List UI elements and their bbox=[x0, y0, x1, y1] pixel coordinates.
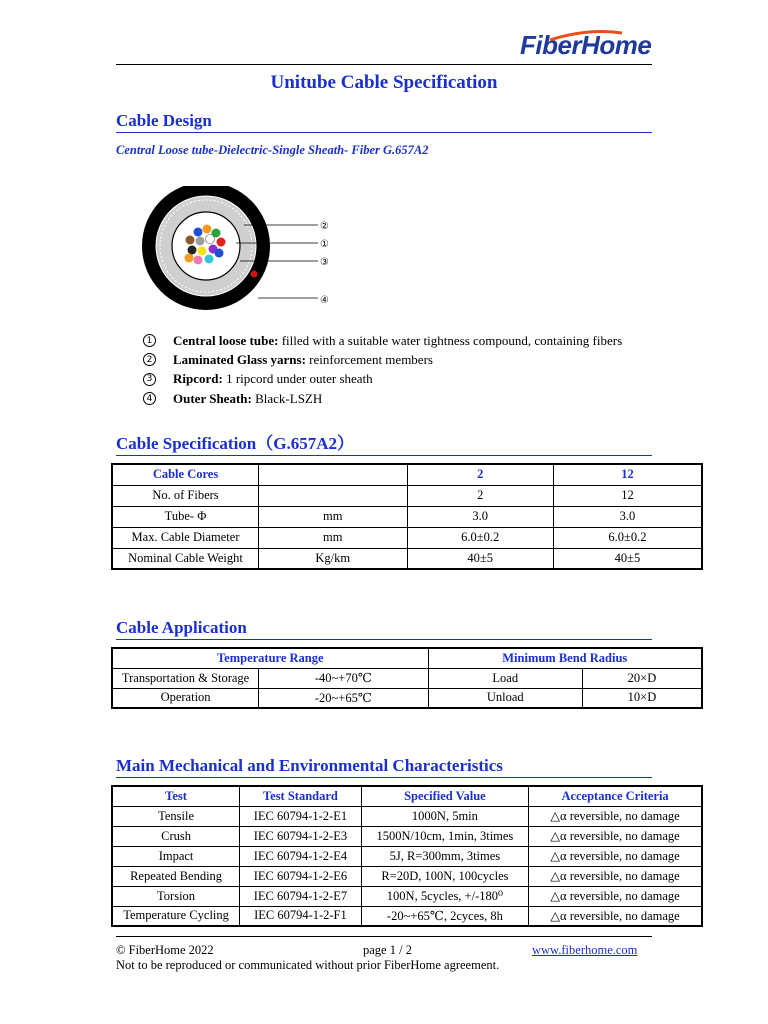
table-cell: IEC 60794-1-2-E3 bbox=[240, 826, 362, 846]
table-cell bbox=[259, 485, 407, 506]
logo-swoosh-icon bbox=[548, 30, 624, 42]
legend-name: Central loose tube: bbox=[173, 332, 279, 348]
table-row bbox=[112, 527, 702, 548]
legend-number: 2 bbox=[143, 353, 156, 366]
table-row bbox=[112, 826, 702, 846]
legend-name: Ripcord: bbox=[173, 371, 223, 387]
cable-spec-table bbox=[111, 463, 703, 570]
table-cell: 1500N/10cm, 1min, 3times bbox=[361, 826, 528, 846]
table-cell: IEC 60794-1-2-F1 bbox=[240, 906, 362, 926]
legend-number: 3 bbox=[143, 373, 156, 386]
table-cell: △α reversible, no damage bbox=[529, 886, 702, 906]
document-title: Unitube Cable Specification bbox=[270, 72, 498, 93]
table-cell: 2 bbox=[407, 485, 553, 506]
table-cell: 6.0±0.2 bbox=[407, 527, 553, 548]
table-header-cell: Test Standard bbox=[240, 786, 362, 806]
table-row bbox=[112, 485, 702, 506]
fiberhome-logo: FiberHome bbox=[520, 30, 652, 60]
table-cell: Repeated Bending bbox=[112, 866, 240, 886]
table-cell: △α reversible, no damage bbox=[529, 866, 702, 886]
legend-item bbox=[140, 389, 622, 408]
table-cell: IEC 60794-1-2-E6 bbox=[240, 866, 362, 886]
table-row bbox=[112, 688, 702, 708]
table-cell: Nominal Cable Weight bbox=[112, 548, 259, 569]
table-cell: △α reversible, no damage bbox=[529, 806, 702, 826]
section-cable-application: Cable Application bbox=[116, 618, 652, 640]
legend-desc: filled with a suitable water tightness compound, containing fibers bbox=[278, 332, 623, 348]
table-cell: 1000N, 5min bbox=[361, 806, 528, 826]
table-cell: Max. Cable Diameter bbox=[112, 527, 259, 548]
table-row bbox=[112, 886, 702, 906]
footer-copyright: © FiberHome 2022 bbox=[116, 943, 214, 957]
table-header-cell: 12 bbox=[553, 464, 702, 485]
table-cell: 20×D bbox=[582, 668, 702, 688]
table-cell: △α reversible, no damage bbox=[529, 826, 702, 846]
table-cell: 12 bbox=[553, 485, 702, 506]
table-row bbox=[112, 866, 702, 886]
table-cell: Tube- Φ bbox=[112, 506, 259, 527]
table-cell: IEC 60794-1-2-E1 bbox=[240, 806, 362, 826]
table-header-cell: Cable Cores bbox=[112, 464, 259, 485]
legend-desc: 1 ripcord under outer sheath bbox=[222, 371, 373, 387]
footer-rule bbox=[116, 936, 652, 937]
mechanical-characteristics-table bbox=[111, 785, 703, 927]
table-cell: Kg/km bbox=[259, 548, 407, 569]
table-cell: No. of Fibers bbox=[112, 485, 259, 506]
table-header-row bbox=[112, 464, 702, 485]
callout-1: ① bbox=[320, 239, 329, 250]
legend-name: Outer Sheath: bbox=[173, 390, 252, 406]
legend-item bbox=[140, 370, 622, 389]
cable-cross-section-diagram bbox=[128, 186, 348, 312]
table-cell: Operation bbox=[112, 688, 259, 708]
table-cell: -20~+65℃, 2cyces, 8h bbox=[361, 906, 528, 926]
table-row bbox=[112, 846, 702, 866]
table-row bbox=[112, 906, 702, 926]
footer-notice: Not to be reproduced or communicated without prior FiberHome agreement. bbox=[116, 958, 500, 972]
table-cell: mm bbox=[259, 527, 407, 548]
legend-number: 1 bbox=[143, 334, 156, 347]
table-cell: Unload bbox=[428, 688, 582, 708]
header-rule bbox=[116, 64, 652, 65]
cable-design-legend bbox=[140, 331, 622, 408]
legend-desc: Black-LSZH bbox=[251, 390, 323, 406]
callout-4: ④ bbox=[320, 295, 329, 306]
callout-2: ② bbox=[320, 221, 329, 232]
table-cell: Transportation & Storage bbox=[112, 668, 259, 688]
table-cell: IEC 60794-1-2-E4 bbox=[240, 846, 362, 866]
table-cell: 3.0 bbox=[407, 506, 553, 527]
table-header-cell: Temperature Range bbox=[112, 648, 428, 668]
table-cell: Crush bbox=[112, 826, 240, 846]
table-header-row bbox=[112, 786, 702, 806]
footer-page-number: page 1 / 2 bbox=[363, 943, 412, 957]
table-cell: mm bbox=[259, 506, 407, 527]
table-header-cell: Acceptance Criteria bbox=[529, 786, 702, 806]
table-cell: 100N, 5cycles, +/-180⁰ bbox=[361, 886, 528, 906]
table-row bbox=[112, 668, 702, 688]
table-cell: -40~+70℃ bbox=[259, 668, 428, 688]
table-header-row bbox=[112, 648, 702, 668]
table-header-cell: Test bbox=[112, 786, 240, 806]
table-cell: IEC 60794-1-2-E7 bbox=[240, 886, 362, 906]
legend-item bbox=[140, 350, 622, 369]
legend-item bbox=[140, 331, 622, 350]
table-cell: 6.0±0.2 bbox=[553, 527, 702, 548]
table-cell: 3.0 bbox=[553, 506, 702, 527]
ripcord bbox=[251, 271, 258, 278]
table-header-cell bbox=[259, 464, 407, 485]
legend-name: Laminated Glass yarns: bbox=[173, 351, 306, 367]
table-row bbox=[112, 806, 702, 826]
table-cell: Temperature Cycling bbox=[112, 906, 240, 926]
table-cell: R=20D, 100N, 100cycles bbox=[361, 866, 528, 886]
table-header-cell: Minimum Bend Radius bbox=[428, 648, 702, 668]
table-cell: Tensile bbox=[112, 806, 240, 826]
table-row bbox=[112, 506, 702, 527]
cable-design-subtitle: Central Loose tube-Dielectric-Single Sheath- Fiber G.657A2 bbox=[116, 143, 429, 157]
table-cell: Impact bbox=[112, 846, 240, 866]
legend-number: 4 bbox=[143, 392, 156, 405]
table-cell: △α reversible, no damage bbox=[529, 906, 702, 926]
section-mechanical-characteristics: Main Mechanical and Environmental Characteristics bbox=[116, 756, 652, 778]
table-cell: -20~+65℃ bbox=[259, 688, 428, 708]
footer-website-link[interactable]: www.fiberhome.com bbox=[532, 943, 638, 957]
section-cable-design: Cable Design bbox=[116, 111, 652, 133]
table-cell: Load bbox=[428, 668, 582, 688]
table-cell: 40±5 bbox=[553, 548, 702, 569]
table-header-cell: Specified Value bbox=[361, 786, 528, 806]
loose-tube bbox=[172, 212, 240, 280]
section-cable-specification: Cable Specification（G.657A2） bbox=[116, 434, 652, 456]
table-cell: Torsion bbox=[112, 886, 240, 906]
cable-application-table bbox=[111, 647, 703, 709]
table-cell: 40±5 bbox=[407, 548, 553, 569]
table-row bbox=[112, 548, 702, 569]
table-header-cell: 2 bbox=[407, 464, 553, 485]
table-cell: 10×D bbox=[582, 688, 702, 708]
callout-3: ③ bbox=[320, 257, 329, 268]
table-cell: 5J, R=300mm, 3times bbox=[361, 846, 528, 866]
legend-desc: reinforcement members bbox=[305, 351, 433, 367]
table-cell: △α reversible, no damage bbox=[529, 846, 702, 866]
